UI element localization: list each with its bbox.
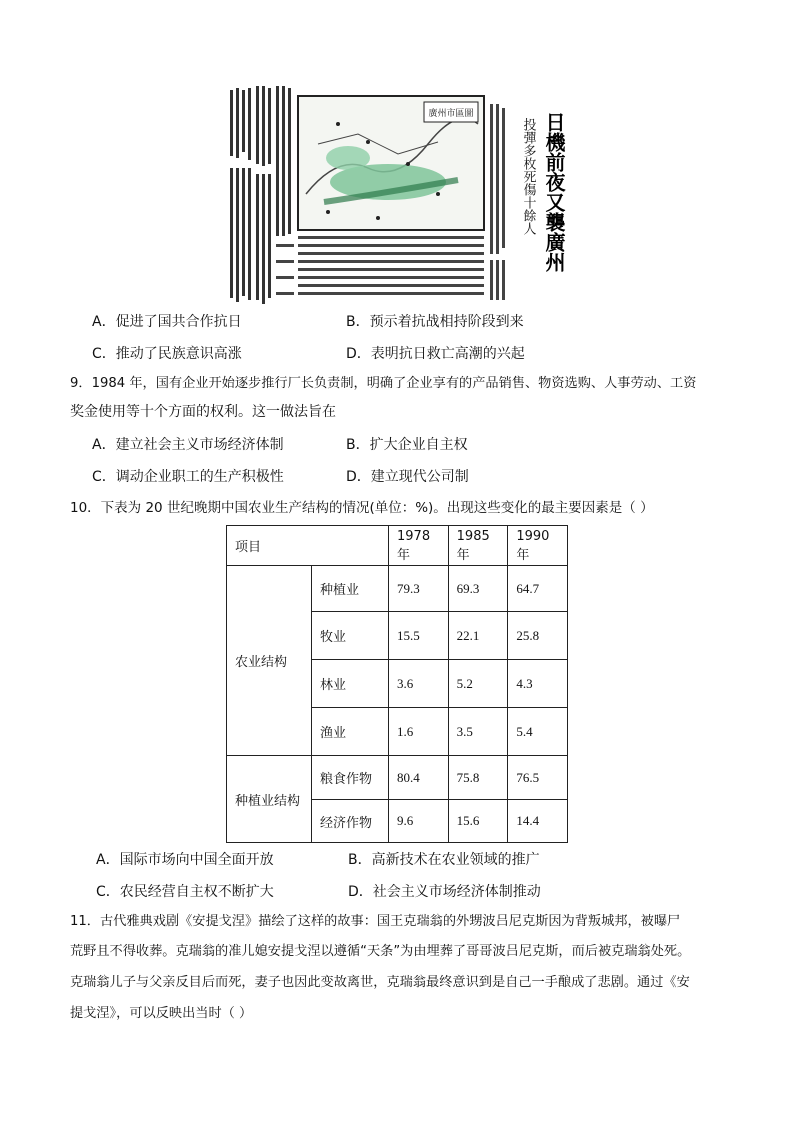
- header-1985: 1985 年: [448, 526, 508, 566]
- newspaper-subheadline: 投彈多枚死傷十餘人: [520, 118, 536, 235]
- group-agriculture-structure: 农业结构: [227, 566, 312, 756]
- table-row: [227, 756, 568, 800]
- q8-option-d: D．表明抗日救亡高潮的兴起: [346, 346, 525, 362]
- q10-stem: 10．下表为 20 世纪晚期中国农业生产结构的情况(单位：%)。出现这些变化的最主要因素是（ ）: [70, 500, 654, 516]
- newspaper-map: [298, 96, 484, 230]
- q9-stem-line1: 9．1984 年，国有企业开始逐步推行厂长负责制，明确了企业享有的产品销售、物资选购、人事劳动、工资: [70, 376, 697, 391]
- q10-option-a: A．国际市场向中国全面开放: [96, 852, 274, 868]
- group-crop-structure: 种植业结构: [227, 756, 312, 843]
- q9-option-c: C．调动企业职工的生产积极性: [92, 469, 284, 485]
- cell-value: 3.6: [389, 660, 449, 708]
- map-label: 廣州市區圖: [428, 109, 474, 119]
- cell-value: 76.5: [508, 756, 568, 800]
- newspaper-clipping-image: [228, 84, 572, 306]
- q10-option-d: D．社会主义市场经济体制推动: [348, 884, 541, 900]
- q9-option-a: A．建立社会主义市场经济体制: [92, 437, 284, 453]
- cell-value: 79.3: [389, 566, 449, 612]
- cell-value: 5.4: [508, 708, 568, 756]
- cell-value: 15.5: [389, 612, 449, 660]
- q8-option-b: B．预示着抗战相持阶段到来: [346, 314, 524, 330]
- cell-value: 1.6: [389, 708, 449, 756]
- newspaper-headline: 日機前夜又襲廣州: [542, 112, 566, 272]
- q10-option-c: C．农民经营自主权不断扩大: [96, 884, 274, 900]
- cell-value: 75.8: [448, 756, 508, 800]
- table-header-row: [227, 526, 568, 566]
- row-label: 林业: [312, 660, 389, 708]
- cell-value: 69.3: [448, 566, 508, 612]
- header-1990: 1990 年: [508, 526, 568, 566]
- q11-stem-line3: 克瑞翁儿子与父亲反目后而死，妻子也因此变故离世，克瑞翁最终意识到是自己一手酿成了悲剧。通过《安: [70, 975, 690, 990]
- cell-value: 15.6: [448, 800, 508, 843]
- q11-stem-line2: 荒野且不得收葬。克瑞翁的准儿媳安提戈涅以遵循“天条”为由埋葬了哥哥波吕尼克斯，而后被克瑞翁处死。: [70, 944, 691, 959]
- q8-option-c: C．推动了民族意识高涨: [92, 346, 242, 362]
- row-label: 牧业: [312, 612, 389, 660]
- cell-value: 25.8: [508, 612, 568, 660]
- q10-option-b: B．高新技术在农业领域的推广: [348, 852, 540, 868]
- q8-option-a: A．促进了国共合作抗日: [92, 314, 242, 330]
- cell-value: 5.2: [448, 660, 508, 708]
- q9-option-d: D．建立现代公司制: [346, 469, 469, 485]
- row-label: 种植业: [312, 566, 389, 612]
- cell-value: 14.4: [508, 800, 568, 843]
- cell-value: 4.3: [508, 660, 568, 708]
- q11-stem-line1: 11．古代雅典戏剧《安提戈涅》描绘了这样的故事：国王克瑞翁的外甥波吕尼克斯因为背叛城邦，被曝尸: [70, 914, 681, 929]
- q11-stem-line4: 提戈涅》，可以反映出当时（ ）: [70, 1006, 253, 1021]
- row-label: 粮食作物: [312, 756, 389, 800]
- row-label: 渔业: [312, 708, 389, 756]
- q9-option-b: B．扩大企业自主权: [346, 437, 468, 453]
- row-label: 经济作物: [312, 800, 389, 843]
- cell-value: 9.6: [389, 800, 449, 843]
- cell-value: 64.7: [508, 566, 568, 612]
- table-row: [227, 566, 568, 612]
- header-item: 项目: [227, 526, 389, 566]
- cell-value: 22.1: [448, 612, 508, 660]
- q9-stem-line2: 奖金使用等十个方面的权利。这一做法旨在: [70, 404, 336, 420]
- cell-value: 80.4: [389, 756, 449, 800]
- cell-value: 3.5: [448, 708, 508, 756]
- header-1978: 1978 年: [389, 526, 449, 566]
- agriculture-structure-table: [226, 525, 568, 843]
